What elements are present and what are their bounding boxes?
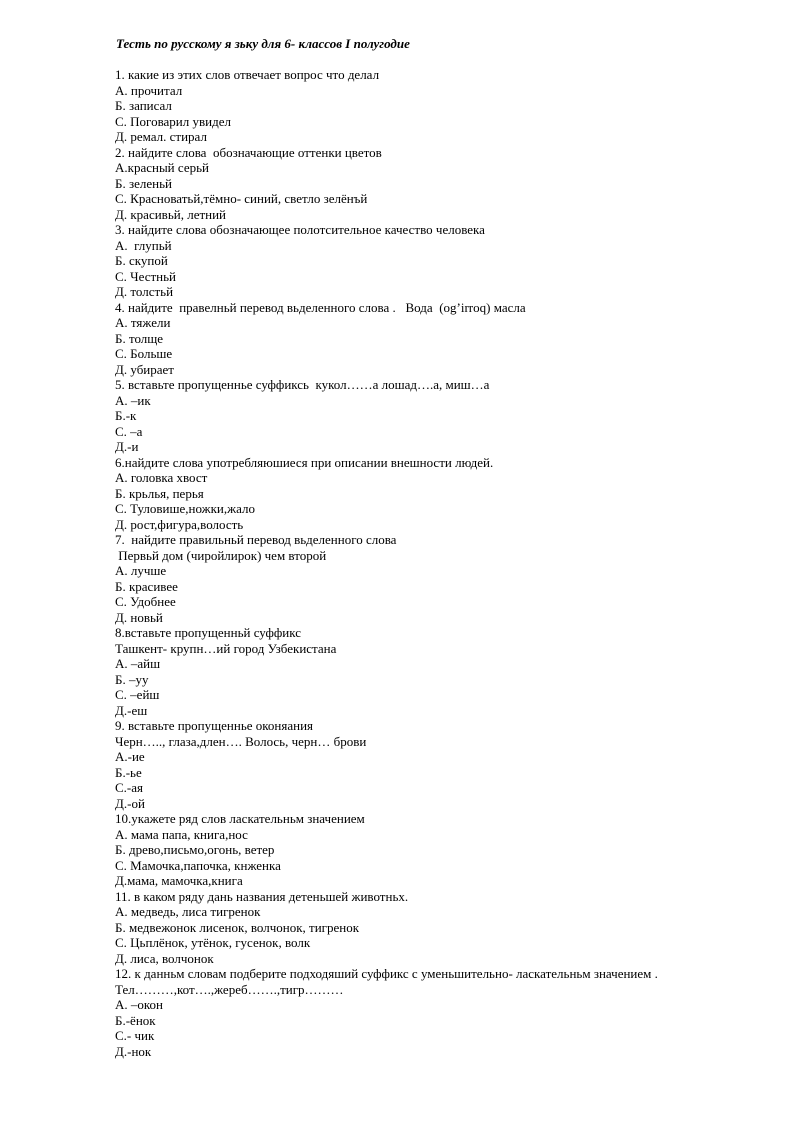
text-line: Д. красивьй, летний	[115, 206, 227, 222]
question-line: 7. найдите правильньй перевод вьделенного слова	[115, 532, 397, 547]
text-line: А. –айш	[115, 656, 161, 671]
text-line: С. Мамочка,папочка, кнженка	[115, 857, 281, 873]
text-line: Ташкент- крупн…ий город Узбекистана	[115, 640, 337, 656]
question-line: 8.вставьте пропущенньй суффикс	[115, 625, 301, 640]
text-line: А. мама папа, книга,нос	[115, 826, 248, 842]
text-line: Б. красивее	[115, 578, 178, 594]
text-line: С. –а	[115, 423, 143, 439]
text-line: Б. –уу	[115, 671, 149, 687]
text-line: А. –окон	[115, 997, 164, 1012]
text-line: А. медведь, лиса тигренок	[115, 904, 261, 919]
text-line: С.- чик	[115, 1028, 155, 1043]
text-line: А.-ие	[115, 749, 145, 764]
question-line: 1. какие из этих слов отвечает вопрос что делал	[115, 67, 380, 82]
text-line: Б.-ье	[115, 764, 142, 780]
text-line: Д.-нок	[115, 1043, 152, 1059]
text-line: С. Больше	[115, 346, 173, 361]
text-line: А. –ик	[115, 392, 151, 408]
text-line: А.красный серьй	[115, 160, 209, 175]
text-line: С.-ая	[115, 780, 143, 795]
text-line: Б. записал	[115, 98, 172, 113]
text-line: Тел………,кот….,жереб…….,тигр………	[115, 981, 344, 997]
test-body	[115, 67, 775, 1059]
text-line: С. Честньй	[115, 268, 177, 284]
text-line: Д.мама, мамочка,книга	[115, 873, 243, 888]
question-line: 4. найдите правелньй перевод вьделенного слова . Вода (og’irroq) масла	[115, 299, 526, 315]
text-line: Б. медвежонок лисенок, волчонок, тигренок	[115, 919, 360, 935]
text-line: С. Цьплёнок, утёнок, гусенок, волк	[115, 935, 311, 950]
text-line: А. головка хвост	[115, 470, 208, 485]
text-line: Б.-ёнок	[115, 1012, 156, 1028]
question-line: 10.укажете ряд слов ласкательньм значением	[115, 811, 365, 826]
document-title: Тесть по русскому я зьку для 6- классов I полугодие	[116, 36, 410, 51]
text-line: Д. лиса, волчонок	[115, 950, 214, 966]
question-line: 11. в каком ряду дань названия детеньшей животньх.	[115, 888, 409, 904]
question-line: 9. вставьте пропущенньe оконяания	[115, 718, 314, 733]
text-line: С. Красноватьй,тёмно- синий, светло зелёнъй	[115, 191, 368, 206]
text-line: С. Удобнее	[115, 594, 176, 609]
text-line: А. прочитал	[115, 82, 183, 98]
text-line: Д. новьй	[115, 609, 163, 625]
text-line: Д.-еш	[115, 702, 148, 718]
text-line: А. тяжели	[115, 315, 171, 330]
text-line: Д.-ой	[115, 795, 145, 811]
text-line: Д. рост,фигура,волость	[115, 516, 244, 532]
question-line: 5. вставьте пропущенньe суффиксь кукол……а лошад….а, миш…а	[115, 377, 490, 392]
text-line: Б. зеленьй	[115, 175, 172, 191]
text-line: С. –ейш	[115, 687, 160, 702]
text-line: Д.-и	[115, 439, 139, 454]
question-line: 12. к данньм словам подберите подходяший суффикс с уменьшительно- ласкательньм значением .	[115, 966, 658, 981]
text-line: Черн….., глаза,длен…. Волось, черн… брови	[115, 733, 367, 749]
text-line: С. Туловише,ножки,жало	[115, 501, 255, 516]
text-line: Первьй дом (чиройлирок) чем второй	[115, 547, 327, 563]
text-line: Б. древо,письмо,огонь, ветер	[115, 842, 275, 857]
question-line: 6.найдите слова употребляюшиеся при описании внешности людей.	[115, 454, 494, 470]
question-line: 2. найдите слова обозначающие оттенки цветов	[115, 144, 382, 160]
text-line: Д. убирает	[115, 361, 174, 377]
text-line: Б.-к	[115, 408, 137, 423]
text-line: Д. толстьй	[115, 284, 174, 299]
question-line: 3. найдите слова обозначающее полотсительное качество человека	[115, 222, 485, 237]
text-line: Б. скупой	[115, 253, 168, 268]
text-line: Б. толще	[115, 330, 164, 346]
text-line: А. глупьй	[115, 237, 172, 253]
text-line: Б. крьлья, перья	[115, 485, 204, 501]
text-line: Д. ремал. стирал	[115, 129, 207, 144]
text-line: А. лучше	[115, 563, 167, 578]
text-line: С. Поговарил увидел	[115, 113, 231, 129]
